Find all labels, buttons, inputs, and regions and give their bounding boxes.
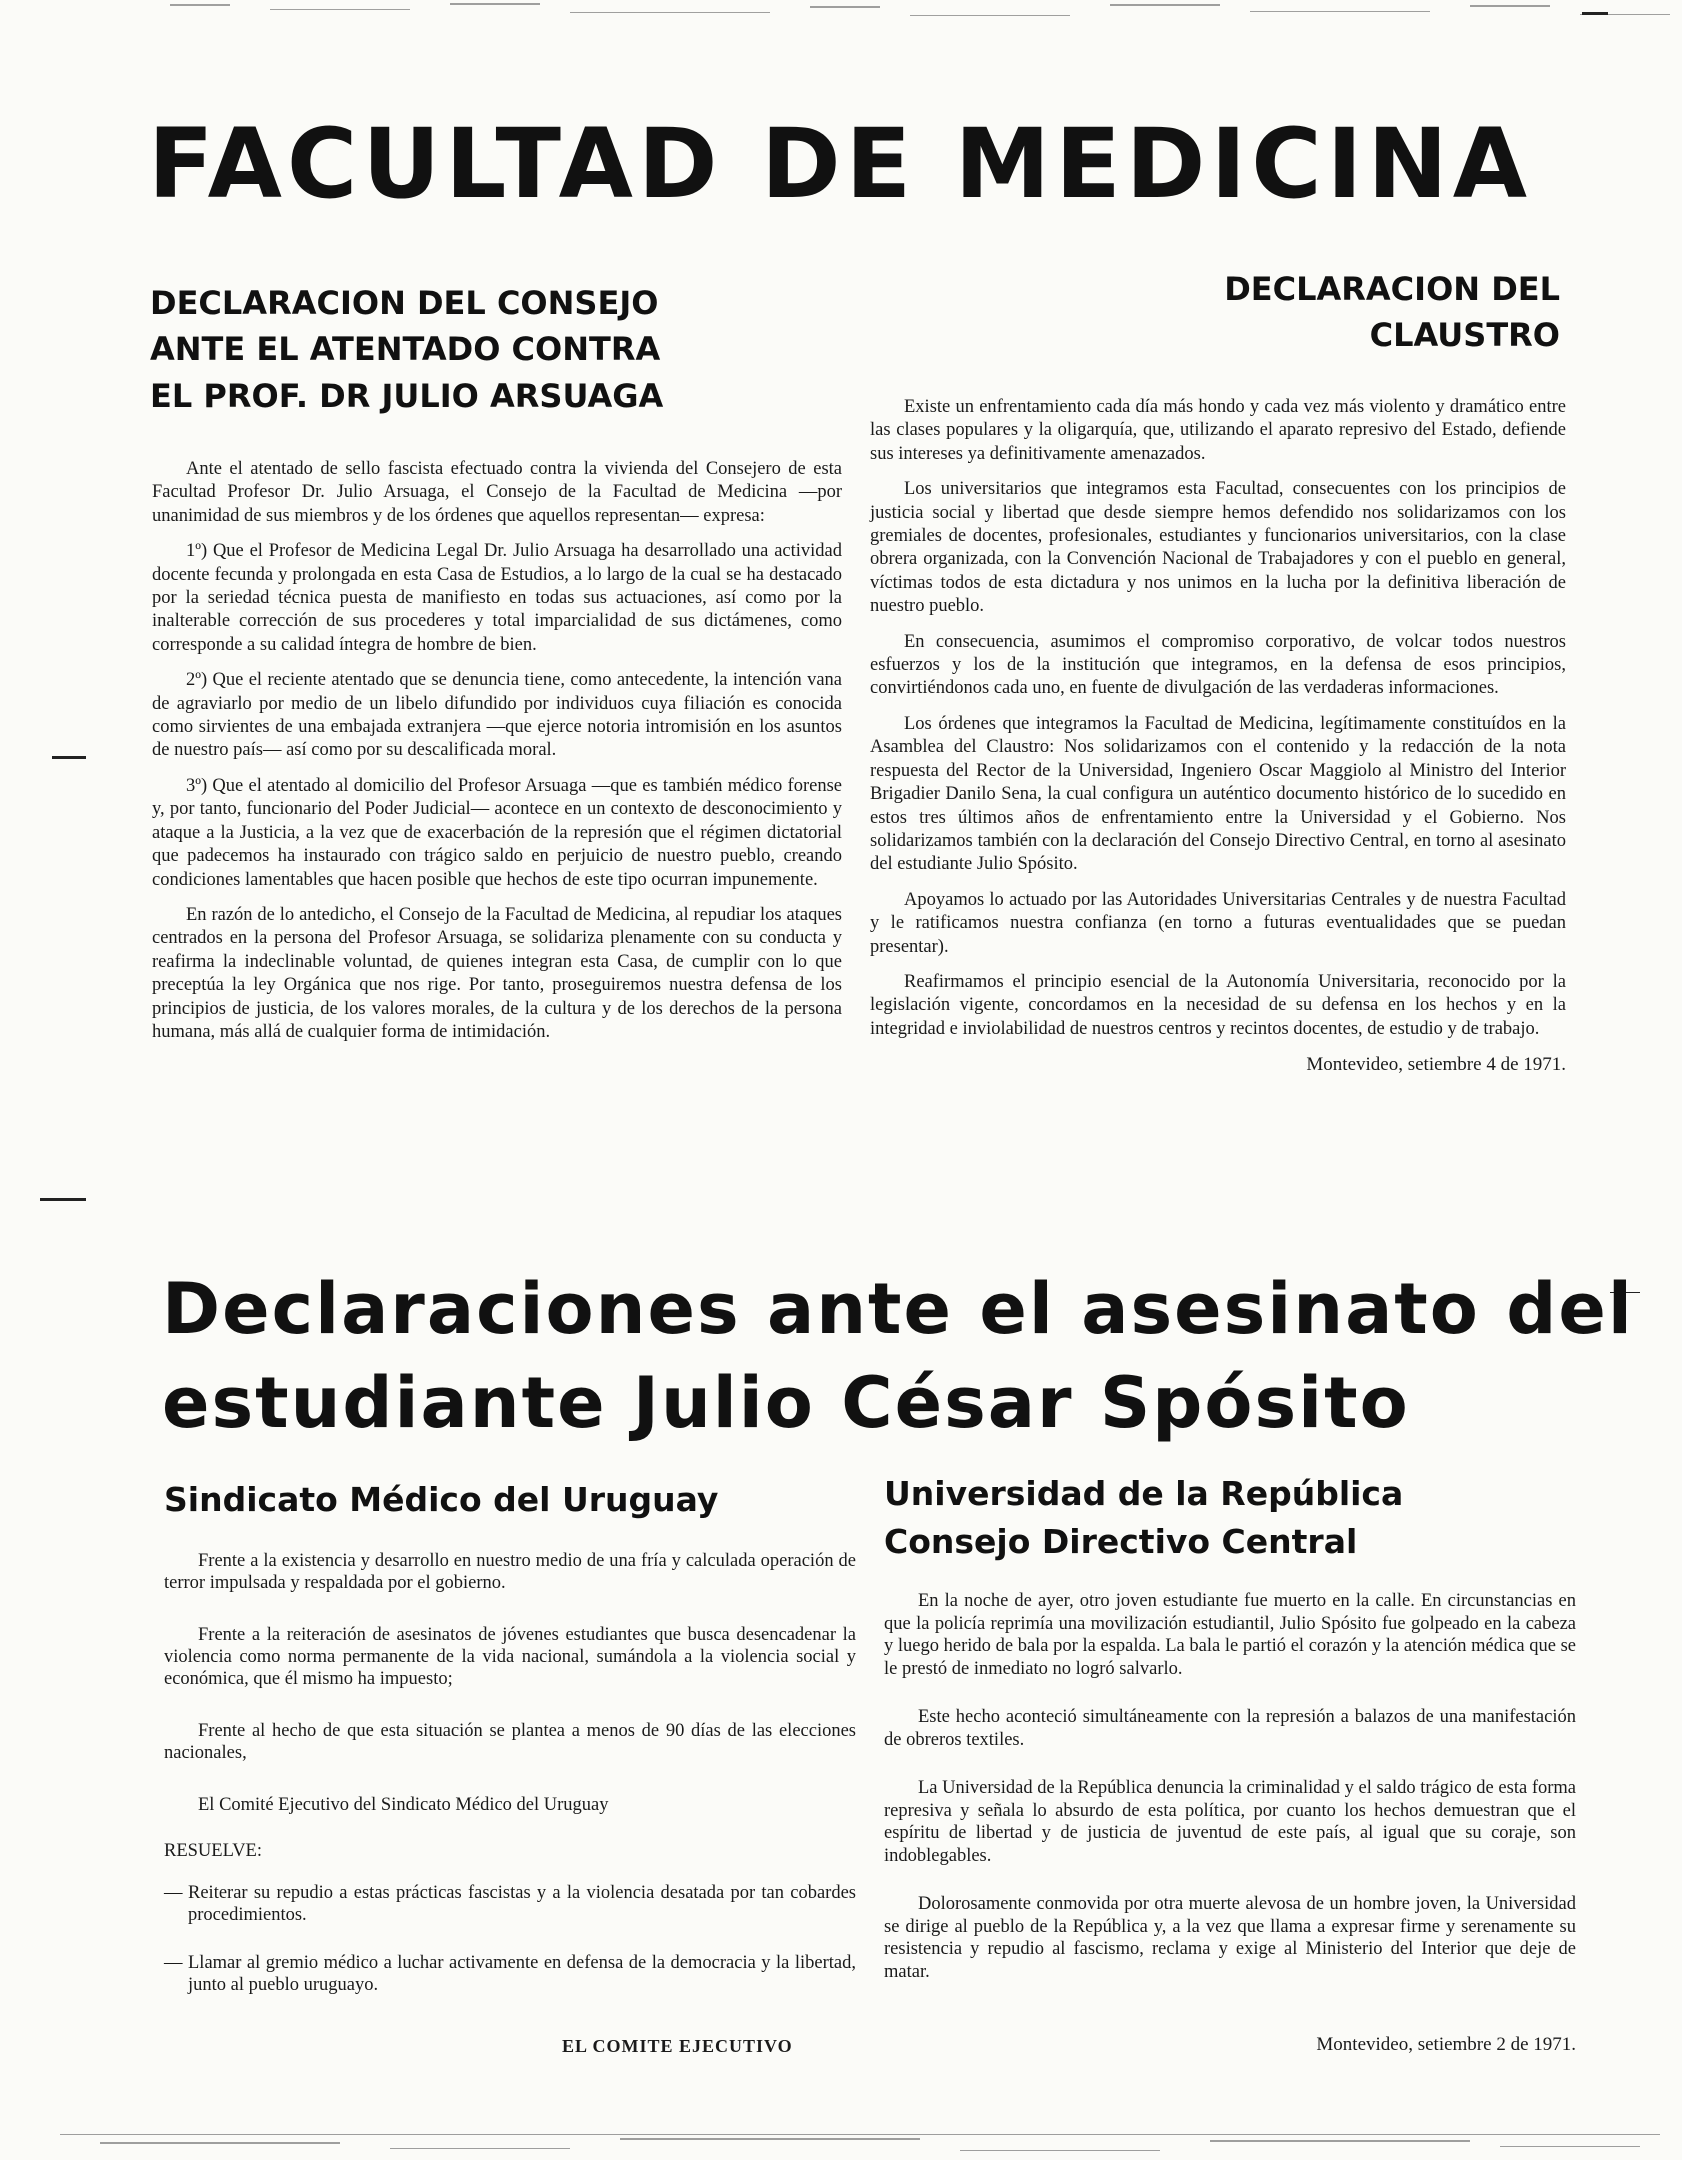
paragraph: Existe un enfrentamiento cada día más hondo y cada vez más violento y dramático entre las clases populares y la oligarquía, que, utilizando el aparato represivo del Estado, defiende sus intereses ya definitivamente amenazados. <box>870 397 1566 464</box>
paragraph: Ante el atentado de sello fascista efectuado contra la vivienda del Consejero de esta Facultad Profesor Dr. Julio Arsuaga, el Consejo de la Facultad de Medicina —por unanimidad de sus miembros y de los órdenes que aquellos representan— expresa: <box>152 459 842 526</box>
consejo-title-line: ANTE EL ATENTADO CONTRA <box>150 330 661 369</box>
claustro-dateline: Montevideo, setiembre 4 de 1971. <box>1306 1054 1566 1076</box>
smu-title: Sindicato Médico del Uruguay <box>164 1480 719 1519</box>
resolution-item: — Llamar al gremio médico a luchar activamente en defensa de la democracia y la libertad, junto al pueblo uruguayo. <box>164 1952 856 1996</box>
consejo-title-line: DECLARACION DEL CONSEJO <box>150 284 659 322</box>
udelar-dateline: Montevideo, setiembre 2 de 1971. <box>1316 2034 1576 2055</box>
paragraph: Frente al hecho de que esta situación se plantea a menos de 90 días de las elecciones nacionales, <box>164 1721 856 1763</box>
consejo-title-line: EL PROF. DR JULIO ARSUAGA <box>150 376 664 415</box>
paragraph: Este hecho aconteció simultáneamente con la represión a balazos de una manifestación de obreros textiles. <box>884 1707 1576 1750</box>
paragraph: Los órdenes que integramos la Facultad de Medicina, legítimamente constituídos en la Asamblea del Claustro: Nos solidarizamos con el contenido y la redacción de la nota respuesta del Rector de la Universidad, Ingeniero Oscar Maggiolo al Ministro del Interior Brigadier Danilo Sena, la cual configura un auténtico documento histórico de lo sucedido en estos tres últimos años de enfrentamiento entre la Universidad y el Gobierno. Nos solidarizamos también con la declaración del Consejo Directivo Central, en torno al asesinato del estudiante Julio Spósito. <box>870 713 1566 875</box>
claustro-title-line: CLAUSTRO <box>1369 316 1560 355</box>
paragraph: Reafirmamos el principio esencial de la Autonomía Universitaria, reconocido por la legislación vigente, concordamos en la necesidad de su defensa en los hechos y en la integridad e inviolabilidad de nuestros centros y recintos docentes, de estudio y de trabajo. <box>870 971 1566 1039</box>
claustro-title <box>1170 266 1560 359</box>
consejo-title <box>150 280 663 419</box>
paragraph: El Comité Ejecutivo del Sindicato Médico del Uruguay <box>198 1795 609 1815</box>
paragraph: Dolorosamente conmovida por otra muerte alevosa de un hombre joven, la Universidad se dirige al pueblo de la República y, a la vez que llama a expresar firme y serenamente su resistencia y repudio al fascismo, reclama y exige al Ministerio del Interior que deje de matar. <box>884 1894 1576 1982</box>
paragraph: Los universitarios que integramos esta Facultad, consecuentes con los principios de justicia social y libertad que desde siempre hemos defendido nos solidarizamos con los gremiales de docentes, profesionales, estudiantes y funcionarios universitarios, con la clase obrera organizada, con la Convención Nacional de Trabajadores y con el pueblo en general, víctimas todos de esta dictadura y nos unimos en la lucha por la definitiva liberación de nuestro pueblo. <box>870 479 1566 617</box>
edge-mark <box>40 1198 86 1201</box>
udelar-body <box>884 1590 1576 1995</box>
scan-noise-top <box>150 0 1680 28</box>
consejo-body <box>152 458 842 1056</box>
udelar-title-line: Consejo Directivo Central <box>884 1521 1358 1561</box>
claustro-title-line: DECLARACION DEL <box>1224 270 1560 308</box>
resolution-item: — Reiterar su repudio a estas prácticas fascistas y a la violencia desatada por tan cobardes procedimientos. <box>164 1882 856 1926</box>
udelar-title-line: Universidad de la República <box>884 1474 1404 1513</box>
paragraph: Frente a la reiteración de asesinatos de jóvenes estudiantes que busca desencadenar la violencia como norma permanente de la vida nacional, sumándola a la violencia social y económica, que él mismo ha impuesto; <box>164 1625 856 1689</box>
scan-noise-bottom <box>60 2128 1660 2160</box>
headline-declaraciones-line2: estudiante Julio César Spósito <box>162 1362 1410 1444</box>
smu-signoff: EL COMITE EJECUTIVO <box>562 2036 793 2056</box>
paragraph: 2º) Que el reciente atentado que se denuncia tiene, como antecedente, la intención vana de agraviarlo por medio de un libelo difundido por individuos cuya filiación es conocida como sirvientes de una embajada extranjera —que ejerce notoria intromisión en los asuntos de nuestro país— así como por su descalificada moral. <box>152 670 842 761</box>
claustro-body <box>870 396 1566 1077</box>
smu-body <box>164 1550 856 2008</box>
paragraph: Frente a la existencia y desarrollo en nuestro medio de una fría y calculada operación de terror impulsada y respaldada por el gobierno. <box>164 1551 856 1593</box>
edge-mark <box>52 756 86 759</box>
paragraph: 3º) Que el atentado al domicilio del Profesor Arsuaga —que es también médico forense y, por tanto, funcionario del Poder Judicial— acontece en un contexto de desconocimiento y ataque a la Justicia, a la vez que de exacerbación de la represión que el régimen dictatorial que padecemos ha instaurado con trágico saldo en perjuicio de nuestro pueblo, creando condiciones lamentables que hacen posible que hechos de este tipo ocurran impunemente. <box>152 775 842 890</box>
edge-mark <box>1582 12 1608 15</box>
paragraph: En razón de lo antedicho, el Consejo de la Facultad de Medicina, al repudiar los ataques centrados en la persona del Profesor Arsuaga, se solidariza plenamente con su conducta y reafirma la indeclinable voluntad, de quienes integran esta Casa, de cumplir con lo que preceptúa la ley Orgánica que nos rige. Por tanto, proseguiremos nuestra defensa de los principios de justicia, de los valores morales, de la cultura y de los derechos de la persona humana, más allá de cualquier forma de intimidación. <box>152 904 842 1042</box>
headline-facultad: FACULTAD DE MEDICINA <box>148 108 1532 220</box>
smu-resuelve: RESUELVE: <box>164 1841 262 1861</box>
paragraph: 1º) Que el Profesor de Medicina Legal Dr. Julio Arsuaga ha desarrollado una actividad docente fecunda y prolongada en esta Casa de Estudios, a lo largo de la cual se ha destacado por la seriedad técnica puesta de manifiesto en todas sus actuaciones, así como por la inalterable corrección de sus procederes y total imparcialidad de sus dictámenes, como corresponde a su calidad íntegra de hombre de bien. <box>152 541 842 655</box>
headline-declaraciones-line1: Declaraciones ante el asesinato del <box>162 1268 1634 1350</box>
paragraph: Apoyamos lo actuado por las Autoridades Universitarias Centrales y de nuestra Facultad y le ratificamos nuestra confianza (en torno a futuras eventualidades que se puedan presentar). <box>870 889 1566 957</box>
paragraph: La Universidad de la República denuncia la criminalidad y el saldo trágico de esta forma represiva y señala lo absurdo de esta política, por cuanto los hechos demuestran que el espíritu de libertad y de justicia de juventud de este país, al igual que su coraje, son indoblegables. <box>884 1778 1576 1866</box>
paragraph: En consecuencia, asumimos el compromiso corporativo, de volcar todos nuestros esfuerzos y los de la institución que integramos, en la defensa de esos principios, convirtiéndonos cada uno, en fuente de divulgación de las verdaderas informaciones. <box>870 631 1566 699</box>
udelar-title <box>884 1470 1403 1566</box>
paragraph: En la noche de ayer, otro joven estudiante fue muerto en la calle. En circunstancias en que la policía reprimía una movilización estudiantil, Julio Spósito fue golpeado en la cabeza y luego herido de bala por la espalda. La bala le partió el corazón y la atención médica que se le prestó de inmediato no logró salvarlo. <box>884 1591 1576 1679</box>
